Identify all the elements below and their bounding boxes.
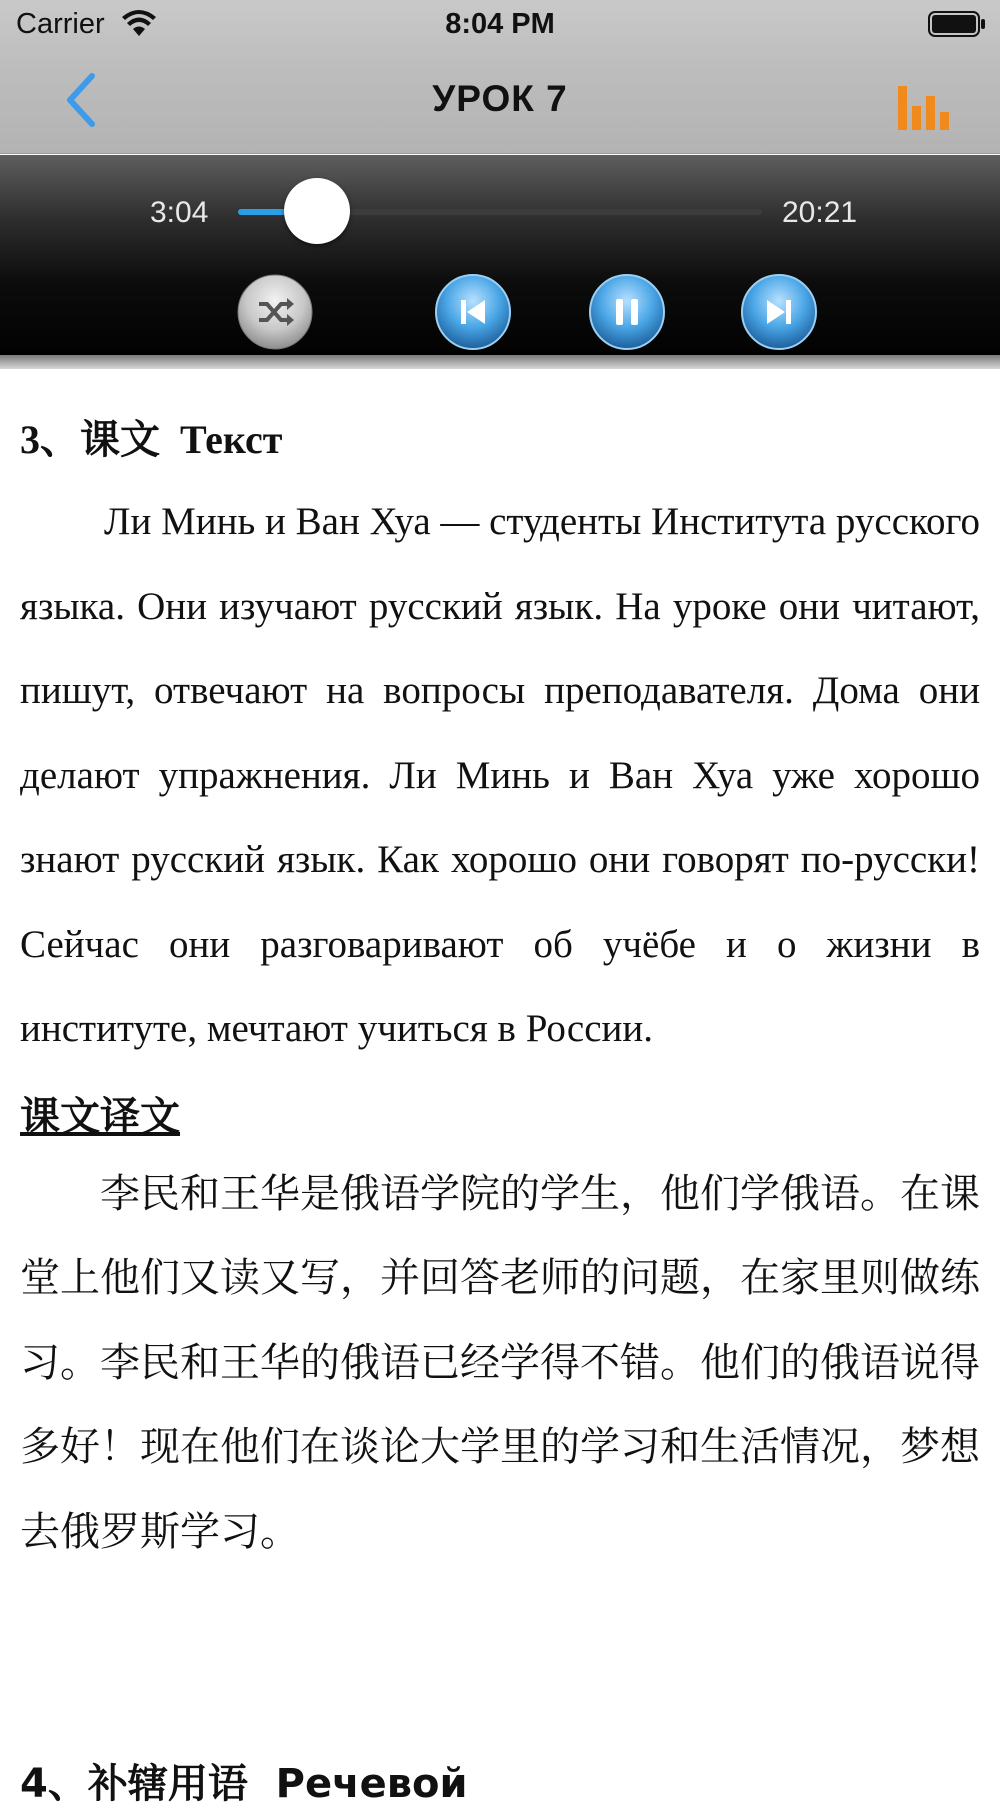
lesson-content (20, 400, 980, 1574)
total-time: 20:21 (782, 196, 858, 229)
status-time: 8:04 PM (445, 8, 555, 40)
pause-icon (589, 274, 665, 350)
shuffle-icon (237, 274, 313, 350)
chinese-text: 李民和王华是俄语学院的学生，他们学俄语。在课堂上他们又读又写，并回答老师的问题，在家里则做练习。李民和王华的俄语已经学得不错。他们的俄语说得多好！现在他们在谈论大学里的学习和生活情况，梦想去俄罗斯学习。 (20, 1170, 980, 1555)
next-icon (741, 274, 817, 350)
navigation-bar (0, 0, 1000, 154)
carrier-label: Carrier (16, 8, 105, 40)
russian-text: Ли Минь и Ван Хуа — студенты Института русского языка. Они изучают русский язык. На уроке они читают, пишут, отвечают на вопросы преподавателя. Дома они делают упражнения. Ли Минь и Ван Хуа уже хорошо знают русский язык. Как хорошо они говорят по-русски! Сейчас они разговаривают об учёбе и о жизни в институте, мечтают учиться в России. (20, 500, 980, 1050)
bar-chart-icon[interactable] (896, 82, 954, 132)
battery-icon (928, 11, 986, 37)
pause-button[interactable] (589, 274, 665, 350)
next-button[interactable] (741, 274, 817, 350)
previous-button[interactable] (435, 274, 511, 350)
page-title: УРОК 7 (432, 78, 568, 119)
status-bar (0, 0, 1000, 50)
progress-slider-thumb[interactable] (284, 178, 350, 244)
previous-icon (435, 274, 511, 350)
next-section-heading: 4、补辖用语 Речевой (20, 1761, 468, 1807)
section-title: 3、课文 Текст (20, 417, 283, 462)
player-divider (0, 355, 1000, 369)
shuffle-button[interactable] (237, 274, 313, 350)
current-time: 3:04 (150, 196, 209, 229)
translation-title: 课文译文 (20, 1093, 180, 1140)
